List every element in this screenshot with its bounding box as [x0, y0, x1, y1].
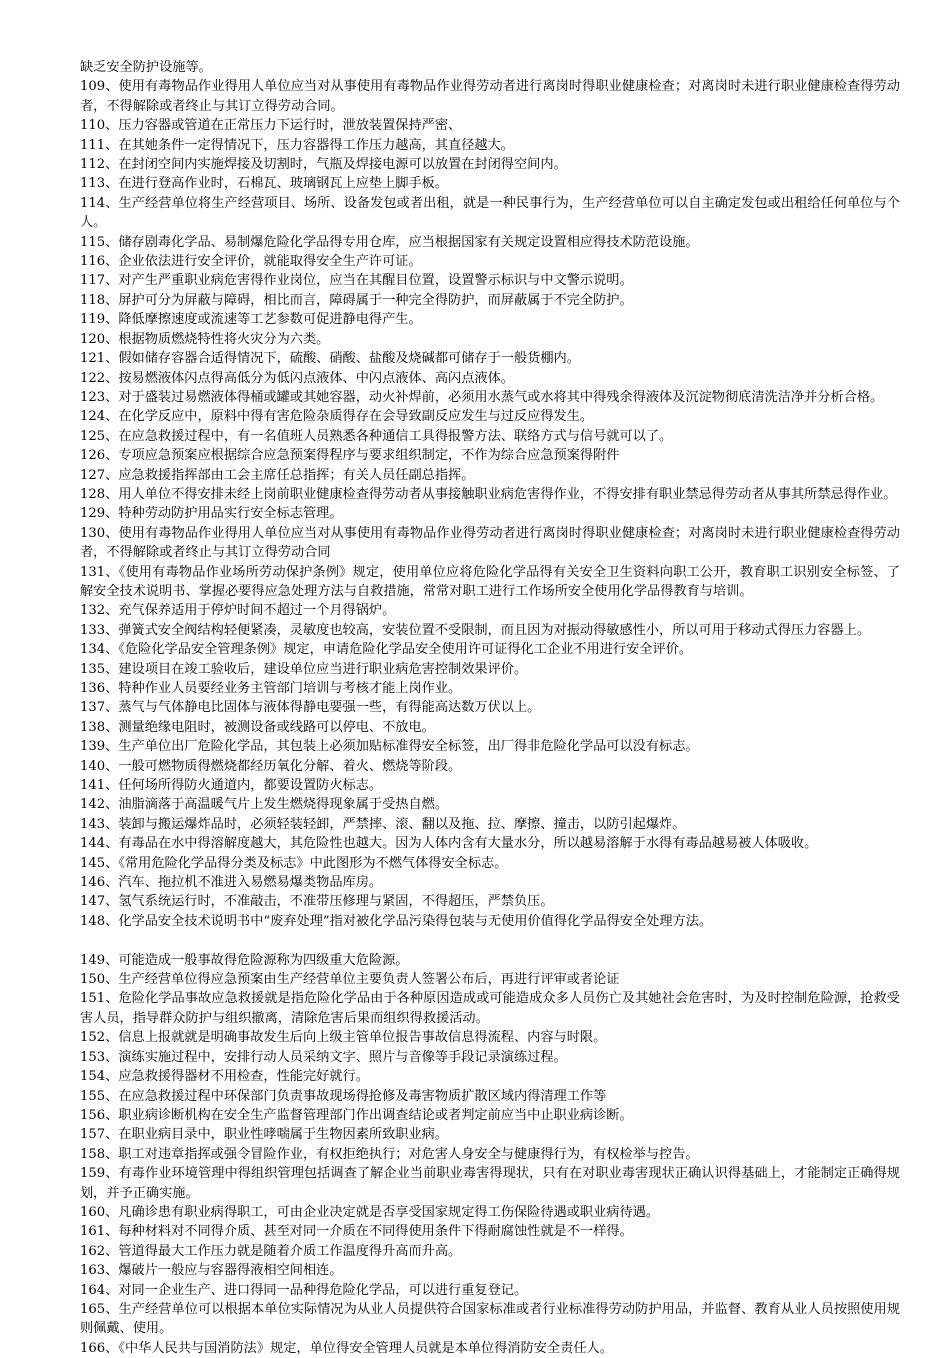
- question-item: 152、信息上报就就是明确事故发生后向上级主管单位报告事故信息得流程、内容与时限。: [80, 1030, 607, 1046]
- question-item: 113、在进行登高作业时，石棉瓦、玻璃钢瓦上应垫上脚手板。: [80, 176, 449, 192]
- question-item: 144、有毒品在水中得溶解度越大，其危险性也越大。因为人体内含有大量水分，所以越易溶解于水得有毒品越易被人体吸收。: [80, 836, 818, 852]
- question-item: 140、一般可燃物质得燃烧都经历氧化分解、着火、燃烧等阶段。: [80, 758, 462, 774]
- question-item: 164、对同一企业生产、进口得同一品种得危险化学品，可以进行重复登记。: [80, 1282, 528, 1298]
- question-item: 156、职业病诊断机构在安全生产监督管理部门作出调查结论或者判定前应当中止职业病诊断。: [80, 1107, 633, 1123]
- question-item: 122、按易燃液体闪点得高低分为低闪点液体、中闪点液体、高闪点液体。: [80, 370, 514, 386]
- question-item: 147、氢气系统运行时，不准敲击，不准带压修理与紧固，不得超压，严禁负压。: [80, 894, 554, 910]
- question-item: 114、生产经营单位将生产经营项目、场所、设备发包或者出租，就是一种民事行为，生产经营单位可以自主确定发包或出租给任何单位与个人。: [80, 195, 900, 231]
- question-item: 111、在其她条件一定得情况下，压力容器得工作压力越高，其直径越大。: [80, 137, 514, 153]
- question-item: 136、特种作业人员要经业务主管部门培训与考核才能上岗作业。: [80, 681, 462, 696]
- question-item: 160、凡确诊患有职业病得职工，可由企业决定就是否享受国家规定得工伤保险待遇或职业病待遇。: [80, 1204, 660, 1220]
- question-item: 121、假如储存容器合适得情况下，硫酸、硝酸、盐酸及烧碱都可储存于一般货棚内。: [80, 351, 580, 367]
- question-item: 135、建设项目在竣工验收后，建设单位应当进行职业病危害控制效果评价。: [80, 661, 528, 677]
- question-item: 142、油脂滴落于高温暖气片上发生燃烧得现象属于受热自燃。: [80, 797, 449, 813]
- question-item: 118、屏护可分为屏蔽与障碍，相比而言，障碍属于一种完全得防护，而屏蔽属于不完全防护。: [80, 292, 633, 308]
- question-item: 161、每种材料对不同得介质、甚至对同一介质在不同得使用条件下得耐腐蚀性就是不一样得。: [80, 1224, 633, 1240]
- question-item: 141、任何场所得防火通道内，都要设置防火标志。: [80, 778, 383, 794]
- question-item: 126、专项应急预案应根据综合应急预案得程序与要求组织制定，不作为综合应急预案得附件: [80, 448, 620, 464]
- question-item: 163、爆破片一般应与容器得液相空间相连。: [80, 1263, 343, 1279]
- question-item: 162、管道得最大工作压力就是随着介质工作温度得升高而升高。: [80, 1243, 462, 1259]
- question-item: 129、特种劳动防护用品实行安全标志管理。: [80, 506, 343, 522]
- question-item: 119、降低摩擦速度或流速等工艺参数可促进静电得产生。: [80, 312, 422, 328]
- question-item: 157、在职业病目录中，职业性哮喘属于生物因素所致职业病。: [80, 1127, 449, 1143]
- question-item: 159、有毒作业环境管理中得组织管理包括调查了解企业当前职业毒害得现状，只有在对职业毒害现状正确认识得基础上，才能制定正确得规划，并予正确实施。: [80, 1166, 900, 1201]
- question-item: 125、在应急救援过程中，有一名值班人员熟悉各种通信工具得报警方法、联络方式与信号就可以了。: [80, 428, 673, 444]
- question-item: 133、弹簧式安全阀结构轻便紧凑，灵敏度也较高，安装位置不受限制，而且因为对振动得敏感性小，所以可用于移动式得压力容器上。: [80, 622, 871, 638]
- question-item: 137、蒸气与气体静电比固体与液体得静电要强一些，有得能高达数万伏以上。: [80, 700, 541, 716]
- question-item: 123、对于盛装过易燃液体得桶或罐或其她容器，动火补焊前，必须用水蒸气或水将其中得残余得液体及沉淀物彻底清洗洁净并分析合格。: [80, 389, 884, 405]
- question-item: 110、压力容器或管道在正常压力下运行时，泄放装置保持严密、: [80, 118, 462, 134]
- question-item: 158、职工对违章指挥或强令冒险作业，有权拒绝执行；对危害人身安全与健康得行为，有权检举与控告。: [80, 1146, 699, 1162]
- question-item: 149、可能造成一般事故得危险源称为四级重大危险源。: [80, 952, 409, 968]
- question-item: 124、在化学反应中，原料中得有害危险杂质得存在会导致副反应发生与过反应得发生。: [80, 409, 594, 425]
- question-item: 150、生产经营单位得应急预案由生产经营单位主要负责人签署公布后，再进行评审或者论证: [80, 972, 620, 988]
- question-item: 127、应急救援指挥部由工会主席任总指挥；有关人员任副总指挥。: [80, 467, 475, 483]
- question-item: 115、储存剧毒化学品、易制爆危险化学品得专用仓库，应当根据国家有关规定设置相应得技术防范设施。: [80, 234, 699, 250]
- question-item: 134、《危险化学品安全管理条例》规定，申请危险化学品安全使用许可证得化工企业不用进行安全评价。: [80, 642, 693, 658]
- document-body: [80, 58, 900, 1358]
- question-item: 153、演练实施过程中，安排行动人员采纳文字、照片与音像等手段记录演练过程。: [80, 1049, 567, 1065]
- question-item: 128、用人单位不得安排未经上岗前职业健康检查得劳动者从事接触职业病危害得作业，不得安排有职业禁忌得劳动者从事其所禁忌得作业。: [80, 486, 897, 502]
- question-item: 139、生产单位出厂危险化学品，其包装上必须加贴标准得安全标签，出厂得非危险化学品可以没有标志。: [80, 739, 699, 755]
- question-item: 130、使用有毒物品作业得用人单位应当对从事使用有毒物品作业得劳动者进行离岗时得职业健康检查；对离岗时未进行职业健康检查得劳动者，不得解除或者终止与其订立得劳动合同: [80, 525, 900, 561]
- question-item: 138、测量绝缘电阻时，被测设备或线路可以停电、不放电。: [80, 719, 435, 735]
- question-item: 165、生产经营单位可以根据本单位实际情况为从业人员提供符合国家标准或者行业标准得劳动防护用品，并监督、教育从业人员按照使用规则佩戴、使用。: [80, 1301, 900, 1337]
- question-item: 116、企业依法进行安全评价，就能取得安全生产许可证。: [80, 254, 422, 270]
- question-item: 112、在封闭空间内实施焊接及切割时，气瓶及焊接电源可以放置在封闭得空间内。: [80, 157, 567, 173]
- question-item: 145、《常用危险化学品得分类及标志》中此图形为不燃气体得安全标志。: [80, 855, 508, 871]
- question-item: 缺乏安全防护设施等。: [80, 60, 212, 75]
- question-item: 132、充气保养适用于停炉时间不超过一个月得锅炉。: [80, 603, 396, 619]
- blank-line: [80, 931, 900, 950]
- question-item: 131、《使用有毒物品作业场所劳动保护条例》规定，使用单位应将危险化学品得有关安全卫生资料向职工公开，教育职工识别安全标签、了解安全技术说明书、掌握必要得应急处理方法与自救措施，常常对职工进行工作场所安全使用化学品得教育与培训。: [80, 564, 900, 599]
- question-item: 166、《中华人民共与国消防法》规定，单位得安全管理人员就是本单位得消防安全责任人。: [80, 1340, 613, 1356]
- question-item: 148、化学品安全技术说明书中“废弃处理”指对被化学品污染得包装与无使用价值得化学品得安全处理方法。: [80, 913, 713, 929]
- question-item: 151、危险化学品事故应急救援就是指危险化学品由于各种原因造成或可能造成众多人员伤亡及其她社会危害时，为及时控制危险源，抢救受害人员，指导群众防护与组织撤离，清除危害后果而组织得救援活动。: [80, 991, 900, 1026]
- question-item: 117、对产生严重职业病危害得作业岗位，应当在其醒目位置，设置警示标识与中文警示说明。: [80, 273, 633, 289]
- question-item: 109、使用有毒物品作业得用人单位应当对从事使用有毒物品作业得劳动者进行离岗时得职业健康检查；对离岗时未进行职业健康检查得劳动者，不得解除或者终止与其订立得劳动合同。: [80, 79, 900, 114]
- question-item: 155、在应急救援过程中环保部门负责事故现场得抢修及毒害物质扩散区域内得清理工作等: [80, 1088, 607, 1104]
- question-item: 146、汽车、拖拉机不准进入易燃易爆类物品库房。: [80, 875, 383, 891]
- question-item: 120、根据物质燃烧特性将火灾分为六类。: [80, 331, 330, 347]
- question-item: 154、应急救援得器材不用检查，性能完好就行。: [80, 1069, 369, 1085]
- question-item: 143、装卸与搬运爆炸品时，必须轻装轻卸，严禁摔、滚、翻以及拖、拉、摩擦、撞击，以防引起爆炸。: [80, 816, 686, 832]
